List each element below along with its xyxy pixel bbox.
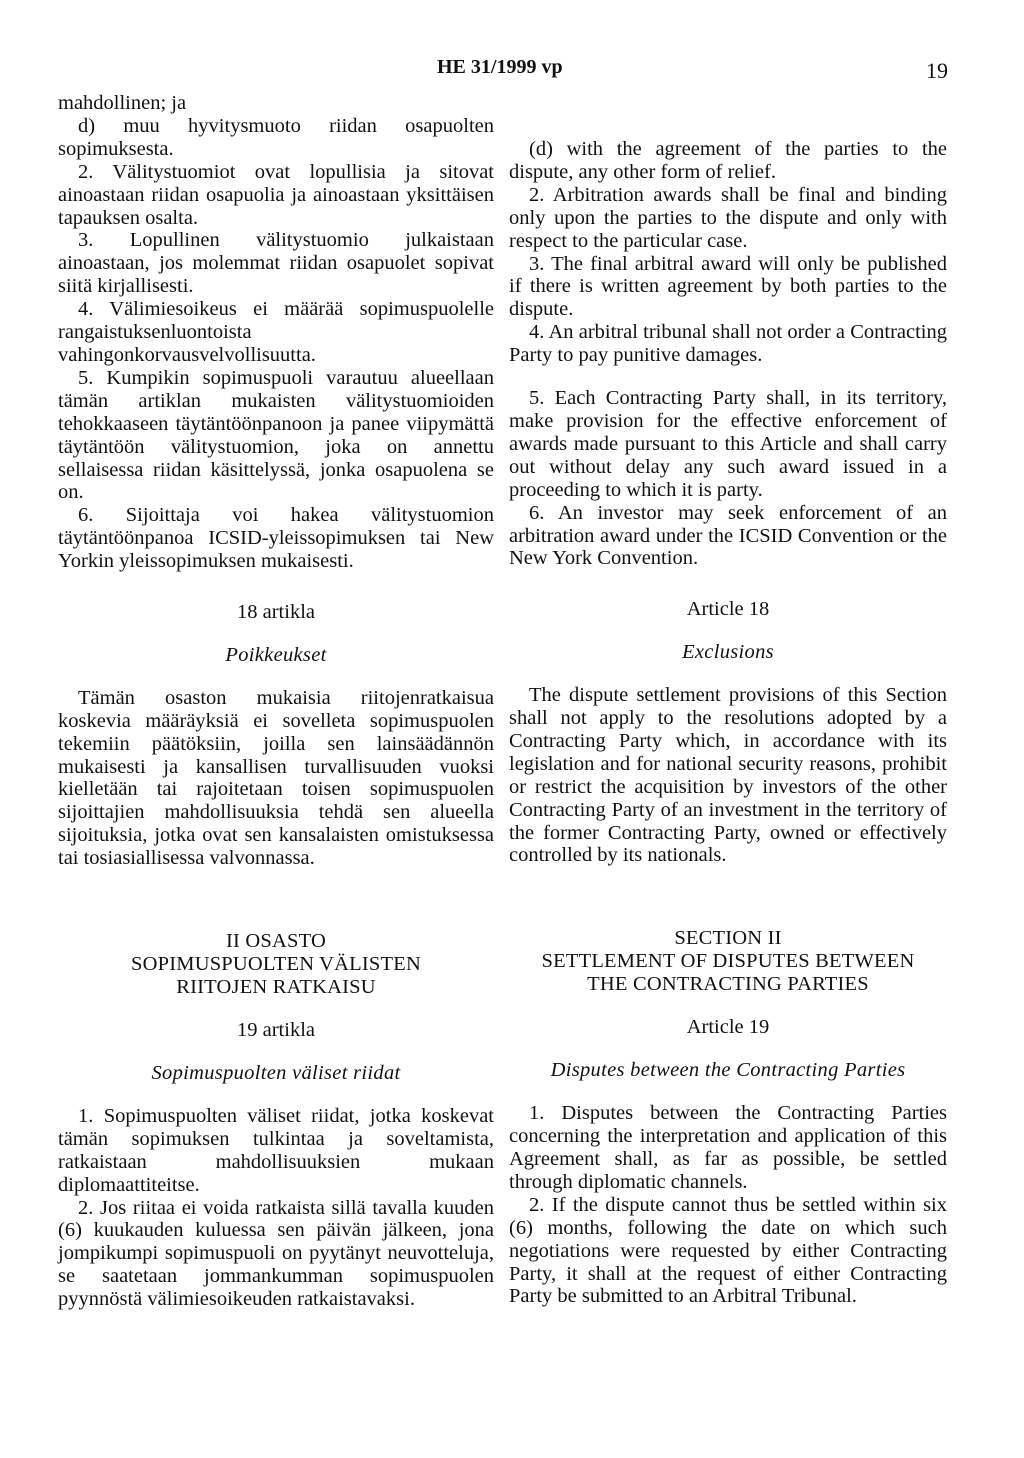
fi-paragraph-4: 4. Välimiesoikeus ei määrää sopimuspuolelle rangaistuksenluontoista vahingonkorvausvelvollisuutta. bbox=[58, 298, 494, 366]
finnish-column bbox=[58, 92, 494, 1311]
fi-article-18-title: Poikkeukset bbox=[225, 643, 327, 666]
en-paragraph-6: 6. An investor may seek enforcement of an arbitration award under the ICSID Convention or the New York Convention. bbox=[509, 501, 947, 570]
fi-article-19-paragraph-1: 1. Sopimuspuolten väliset riidat, jotka koskevat tämän sopimuksen tulkintaa ja soveltamista, ratkaistaan mahdollisuuksien mukaan diplomaattiteitse. bbox=[58, 1104, 494, 1196]
fi-paragraph-d: d) muu hyvitysmuoto riidan osapuolten sopimuksesta. bbox=[58, 114, 494, 160]
en-paragraph-2: 2. Arbitration awards shall be final and binding only upon the parties to the dispute and only with respect to the particular case. bbox=[509, 183, 947, 252]
en-paragraph-3: 3. The final arbitral award will only be published if there is written agreement by both parties to the dispute. bbox=[509, 252, 947, 321]
fi-article-19-paragraph-2: 2. Jos riitaa ei voida ratkaista sillä tavalla kuuden (6) kuukauden kuluessa sen päivän jälkeen, jona jompikumpi sopimuspuoli on pyytänyt neuvotteluja, se saatetaan jommankumman sopimuspuolen pyynnöstä välimiesoikeuden ratkaistavaksi. bbox=[58, 1196, 494, 1311]
fi-article-18-number: 18 artikla bbox=[237, 601, 315, 624]
fi-article-18-text: Tämän osaston mukaisia riitojenratkaisua koskevia määräyksiä ei sovelleta sopimuspuolen tekemiin päätöksiin, joilla sen lainsäädännön mukaisesti ja kansallisen turvallisuuden vuoksi kielletään tai rajoitetaan toisen sopimuspuolen sijoittajien mahdollisuuksia tehdä sen alueella sijoituksia, jotka ovat sen kansalaisten omistuksessa tai tosiasiallisessa valvonnassa. bbox=[58, 686, 494, 870]
en-article-19-number: Article 19 bbox=[686, 1016, 770, 1039]
running-title: HE 31/1999 vp bbox=[437, 56, 563, 78]
en-paragraph-d: (d) with the agreement of the parties to the dispute, any other form of relief. bbox=[509, 138, 947, 183]
en-article-18-text: The dispute settlement provisions of this Section shall not apply to the resolutions adopted by a Contracting Party which, in accordance with its legislation and for national security reasons, prohibit or restrict the acquisition by investors of the other Contracting Party of an investment in the territory of the former Contracting Party, owned or effectively controlled by its nationals. bbox=[509, 684, 947, 867]
en-article-18-number: Article 18 bbox=[686, 598, 770, 621]
en-paragraph-5: 5. Each Contracting Party shall, in its territory, make provision for the effective enforcement of awards made pursuant to this Article and shall carry out without delay any such award issued in a proceeding to which it is party. bbox=[509, 387, 947, 501]
fi-paragraph-2: 2. Välitystuomiot ovat lopullisia ja sitovat ainoastaan riidan osapuolia ja ainoastaan yksittäisen tapauksen osalta. bbox=[58, 160, 494, 229]
fi-section-heading-line-3: RIITOJEN RATKAISU bbox=[176, 976, 376, 999]
en-section-heading-line-2: SETTLEMENT OF DISPUTES BETWEEN bbox=[541, 950, 915, 973]
en-section-heading-line-1: SECTION II bbox=[674, 927, 782, 950]
fi-paragraph-5: 5. Kumpikin sopimuspuoli varautuu alueellaan tämän artiklan mukaisten välitystuomioiden tehokkaaseen täytäntöönpanoon ja panee viipymättä täytäntöön välitystuomion, joka on annettu sellaisessa riidan käsittelyssä, jonka osapuolena se on. bbox=[58, 366, 494, 504]
english-column bbox=[509, 138, 947, 1308]
fi-article-19-title: Sopimuspuolten väliset riidat bbox=[151, 1062, 401, 1084]
fi-section-heading-line-2: SOPIMUSPUOLTEN VÄLISTEN bbox=[131, 953, 421, 976]
en-article-19-paragraph-2: 2. If the dispute cannot thus be settled within six (6) months, following the date on which such negotiations were requested by either Contracting Party, it shall at the request of either Contracting Party be submitted to an Arbitral Tribunal. bbox=[509, 1193, 947, 1308]
fi-paragraph-6: 6. Sijoittaja voi hakea välitystuomion täytäntöönpanoa ICSID-yleissopimuksen tai New Yorkin yleissopimuksen mukaisesti. bbox=[58, 504, 494, 573]
fi-paragraph-3: 3. Lopullinen välitystuomio julkaistaan ainoastaan, jos molemmat riidan osapuolet sopivat siitä kirjallisesti. bbox=[58, 229, 494, 298]
en-paragraph-4: 4. An arbitral tribunal shall not order a Contracting Party to pay punitive damages. bbox=[509, 321, 947, 367]
en-section-heading-line-3: THE CONTRACTING PARTIES bbox=[587, 973, 869, 996]
fi-article-19-number: 19 artikla bbox=[237, 1019, 315, 1042]
page-header bbox=[0, 56, 1024, 90]
fi-paragraph-intro: mahdollinen; ja bbox=[58, 92, 187, 114]
fi-section-heading-line-1: II OSASTO bbox=[226, 930, 326, 953]
page-number: 19 bbox=[926, 58, 948, 83]
en-article-19-title: Disputes between the Contracting Parties bbox=[550, 1059, 906, 1082]
en-article-18-title: Exclusions bbox=[682, 641, 774, 664]
en-article-19-paragraph-1: 1. Disputes between the Contracting Parties concerning the interpretation and application of this Agreement shall, as far as possible, be settled through diplomatic channels. bbox=[509, 1102, 947, 1193]
